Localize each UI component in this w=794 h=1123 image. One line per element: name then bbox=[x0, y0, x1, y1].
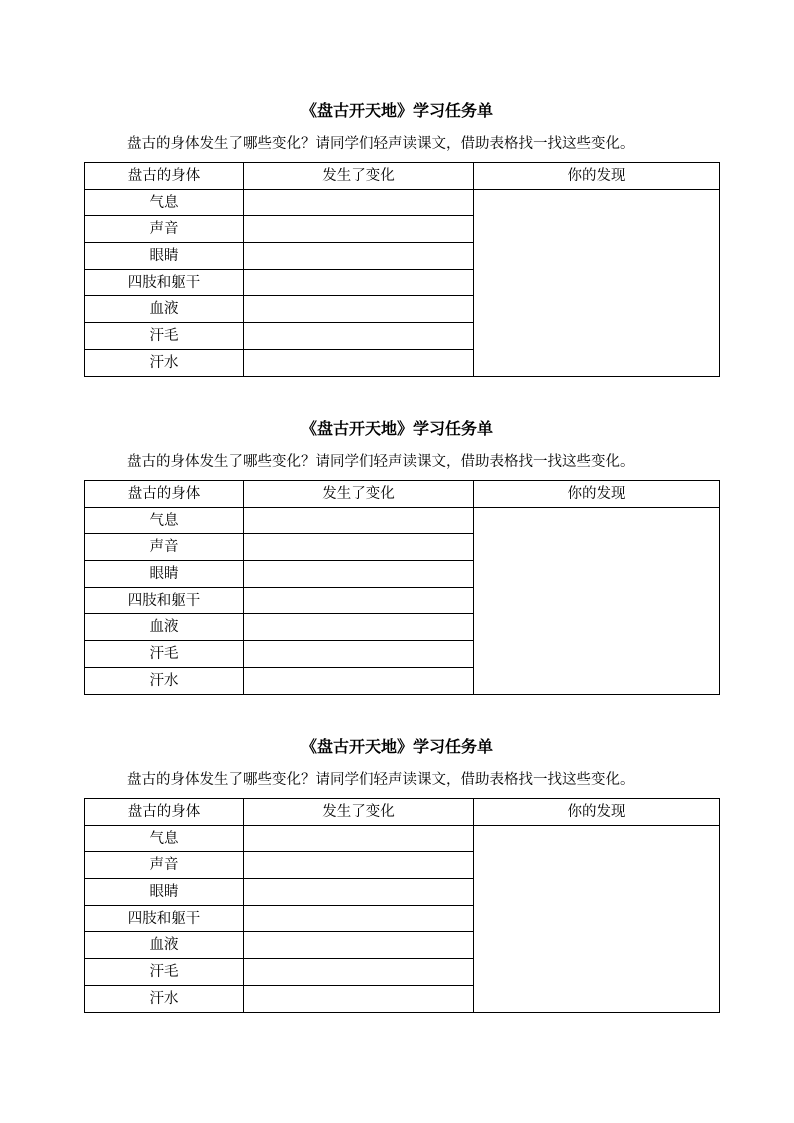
body-part-label: 汗水 bbox=[85, 349, 244, 376]
worksheet-table bbox=[84, 162, 720, 377]
body-part-label: 声音 bbox=[85, 852, 244, 879]
body-part-label: 汗毛 bbox=[85, 323, 244, 350]
change-answer-cell[interactable] bbox=[244, 243, 474, 270]
change-answer-cell[interactable] bbox=[244, 641, 474, 668]
worksheet-title: 《盘古开天地》学习任务单 bbox=[300, 419, 493, 438]
change-answer-cell[interactable] bbox=[244, 269, 474, 296]
header-discovery: 你的发现 bbox=[474, 799, 720, 826]
body-part-label: 四肢和躯干 bbox=[85, 587, 244, 614]
body-part-label: 声音 bbox=[85, 216, 244, 243]
worksheet-1 bbox=[0, 96, 794, 371]
worksheet-table bbox=[84, 798, 720, 1013]
change-answer-cell[interactable] bbox=[244, 507, 474, 534]
table-header-row bbox=[85, 481, 720, 508]
worksheet-instructions: 盘古的身体发生了哪些变化？请同学们轻声读课文，借助表格找一找这些变化。 bbox=[127, 454, 635, 470]
body-part-label: 血液 bbox=[85, 932, 244, 959]
worksheet-instructions: 盘古的身体发生了哪些变化？请同学们轻声读课文，借助表格找一找这些变化。 bbox=[127, 136, 635, 152]
change-answer-cell[interactable] bbox=[244, 985, 474, 1012]
change-answer-cell[interactable] bbox=[244, 323, 474, 350]
body-part-label: 汗毛 bbox=[85, 959, 244, 986]
body-part-label: 气息 bbox=[85, 507, 244, 534]
discovery-answer-cell[interactable] bbox=[474, 507, 720, 694]
discovery-answer-cell[interactable] bbox=[474, 189, 720, 376]
table-row bbox=[85, 189, 720, 216]
change-answer-cell[interactable] bbox=[244, 959, 474, 986]
worksheet-instructions: 盘古的身体发生了哪些变化？请同学们轻声读课文，借助表格找一找这些变化。 bbox=[127, 772, 635, 788]
body-part-label: 汗水 bbox=[85, 667, 244, 694]
table-row bbox=[85, 507, 720, 534]
worksheet-3 bbox=[0, 732, 794, 1007]
header-body-part: 盘古的身体 bbox=[85, 163, 244, 190]
body-part-label: 四肢和躯干 bbox=[85, 269, 244, 296]
table-header-row bbox=[85, 163, 720, 190]
change-answer-cell[interactable] bbox=[244, 879, 474, 906]
body-part-label: 汗毛 bbox=[85, 641, 244, 668]
change-answer-cell[interactable] bbox=[244, 534, 474, 561]
change-answer-cell[interactable] bbox=[244, 561, 474, 588]
body-part-label: 眼睛 bbox=[85, 561, 244, 588]
change-answer-cell[interactable] bbox=[244, 349, 474, 376]
header-body-part: 盘古的身体 bbox=[85, 481, 244, 508]
body-part-label: 眼睛 bbox=[85, 879, 244, 906]
header-change: 发生了变化 bbox=[244, 481, 474, 508]
change-answer-cell[interactable] bbox=[244, 614, 474, 641]
change-answer-cell[interactable] bbox=[244, 932, 474, 959]
change-answer-cell[interactable] bbox=[244, 852, 474, 879]
change-answer-cell[interactable] bbox=[244, 825, 474, 852]
header-change: 发生了变化 bbox=[244, 163, 474, 190]
change-answer-cell[interactable] bbox=[244, 587, 474, 614]
change-answer-cell[interactable] bbox=[244, 296, 474, 323]
body-part-label: 汗水 bbox=[85, 985, 244, 1012]
body-part-label: 气息 bbox=[85, 189, 244, 216]
table-row bbox=[85, 825, 720, 852]
body-part-label: 四肢和躯干 bbox=[85, 905, 244, 932]
change-answer-cell[interactable] bbox=[244, 905, 474, 932]
table-header-row bbox=[85, 799, 720, 826]
body-part-label: 声音 bbox=[85, 534, 244, 561]
discovery-answer-cell[interactable] bbox=[474, 825, 720, 1012]
header-discovery: 你的发现 bbox=[474, 163, 720, 190]
body-part-label: 气息 bbox=[85, 825, 244, 852]
header-body-part: 盘古的身体 bbox=[85, 799, 244, 826]
body-part-label: 血液 bbox=[85, 614, 244, 641]
change-answer-cell[interactable] bbox=[244, 667, 474, 694]
change-answer-cell[interactable] bbox=[244, 216, 474, 243]
worksheet-2 bbox=[0, 414, 794, 689]
header-change: 发生了变化 bbox=[244, 799, 474, 826]
worksheet-title: 《盘古开天地》学习任务单 bbox=[300, 737, 493, 756]
change-answer-cell[interactable] bbox=[244, 189, 474, 216]
worksheet-title: 《盘古开天地》学习任务单 bbox=[300, 101, 493, 120]
body-part-label: 血液 bbox=[85, 296, 244, 323]
body-part-label: 眼睛 bbox=[85, 243, 244, 270]
worksheet-table bbox=[84, 480, 720, 695]
header-discovery: 你的发现 bbox=[474, 481, 720, 508]
